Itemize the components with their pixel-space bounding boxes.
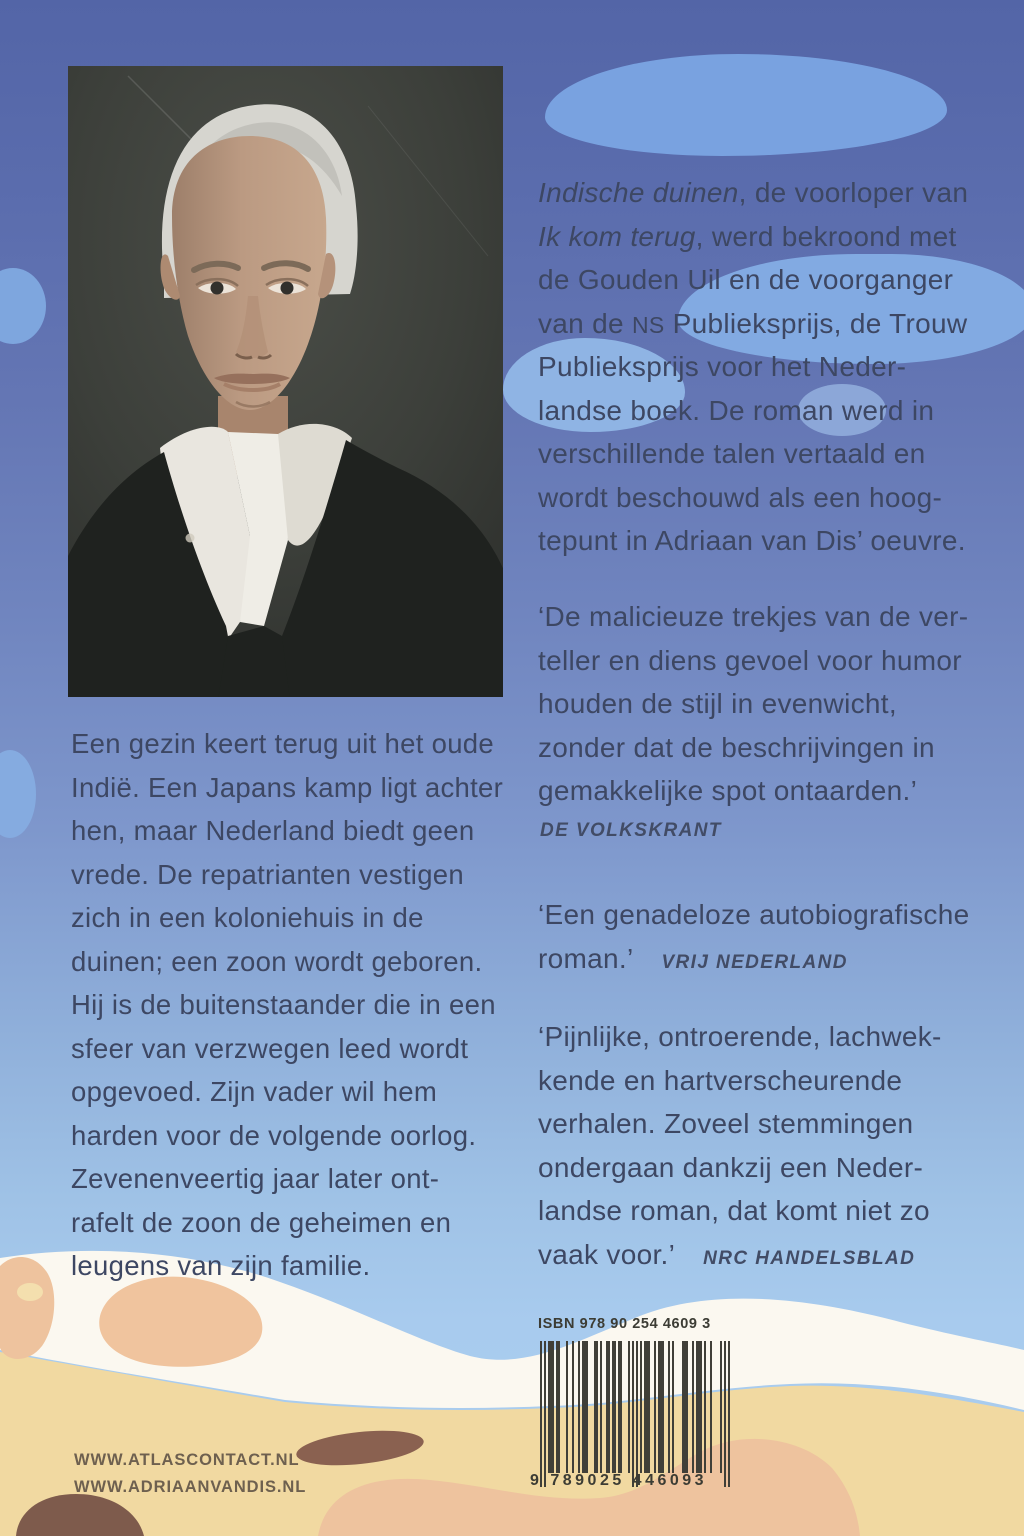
quote-volkskrant: [538, 595, 968, 813]
cloud-shape: [0, 750, 36, 838]
text-line: leugens van zijn familie.: [71, 1250, 371, 1281]
text-line: wordt beschouwd als een hoog-: [538, 481, 943, 513]
text-line: opgevoed. Zijn vader wil hem: [71, 1076, 438, 1107]
author-url: WWW.ADRIAANVANDIS.NL: [74, 1478, 307, 1496]
text-line: sfeer van verzwegen leed wordt: [71, 1032, 469, 1064]
quote-source-volkskrant: DE VOLKSKRANT: [540, 820, 722, 841]
text-line: Indië. Een Japans kamp ligt achter: [71, 771, 504, 803]
portrait-pupil: [211, 282, 224, 295]
text-line: duinen; een zoon wordt geboren.: [71, 945, 483, 977]
barcode-bars: [540, 1341, 730, 1489]
text-line: Ik kom terug, werd bekroond met: [538, 220, 957, 252]
cloud-shape: [545, 54, 947, 156]
author-photo: [68, 66, 503, 697]
text-line: roman.’ VRIJ NEDERLAND: [538, 942, 848, 974]
text-line: de Gouden Uil en de voorganger: [538, 264, 954, 295]
website-urls: [74, 1447, 306, 1501]
text-line: tepunt in Adriaan van Dis’ oeuvre.: [538, 525, 966, 556]
text-line: Publieksprijs voor het Neder-: [538, 351, 907, 382]
text-line: landse boek. De roman werd in: [538, 394, 935, 426]
text-line: zich in een koloniehuis in de: [71, 902, 424, 933]
publisher-url: WWW.ATLASCONTACT.NL: [74, 1451, 300, 1469]
author-portrait: [68, 66, 503, 697]
text-line: landse roman, dat komt niet zo: [538, 1195, 930, 1226]
text-line: vaak voor.’ NRC HANDELSBLAD: [538, 1238, 916, 1270]
portrait-button: [186, 534, 195, 543]
text-line: ondergaan dankzij een Neder-: [538, 1151, 924, 1183]
cloud-shape: [0, 268, 46, 344]
text-line: ‘Pijnlijke, ontroerende, lachwek-: [538, 1021, 942, 1052]
barcode-digits: 9 789025 446093: [530, 1472, 708, 1489]
isbn-label: ISBN 978 90 254 4609 3: [538, 1316, 711, 1332]
synopsis-paragraph: [71, 722, 503, 1288]
text-line: rafelt de zoon de geheimen en: [71, 1206, 452, 1238]
text-line: verschillende talen vertaald en: [538, 438, 926, 469]
text-line: vrede. De repatrianten vestigen: [71, 858, 464, 890]
text-line: van de NS Publieksprijs, de Trouw: [538, 307, 968, 339]
dune-cream-spot: [17, 1283, 43, 1301]
text-line: Een gezin keert terug uit het oude: [71, 728, 494, 759]
text-line: ‘Een genadeloze autobiografische: [538, 899, 970, 930]
text-line: zonder dat de beschrijvingen in: [538, 731, 935, 763]
text-line: gemakkelijke spot ontaarden.’: [538, 775, 918, 806]
text-line: harden voor de volgende oorlog.: [71, 1119, 477, 1151]
quote-vrij-nederland: [538, 893, 969, 980]
text-line: ‘De malicieuze trekjes van de ver-: [538, 601, 969, 632]
text-line: Zevenenveertig jaar later ont-: [71, 1163, 440, 1194]
text-line: Indische duinen, de voorloper van: [538, 177, 969, 208]
quote-nrc: [538, 1015, 942, 1276]
text-line: kende en hartverscheurende: [538, 1064, 903, 1096]
text-line: hen, maar Nederland biedt geen: [71, 815, 475, 846]
text-line: houden de stijl in evenwicht,: [538, 688, 897, 719]
text-line: Hij is de buitenstaander die in een: [71, 989, 496, 1020]
intro-paragraph: [538, 171, 968, 563]
portrait-pupil: [281, 282, 294, 295]
text-line: verhalen. Zoveel stemmingen: [538, 1108, 914, 1139]
portrait-jacket: [218, 626, 290, 697]
text-line: teller en diens gevoel voor humor: [538, 644, 962, 676]
